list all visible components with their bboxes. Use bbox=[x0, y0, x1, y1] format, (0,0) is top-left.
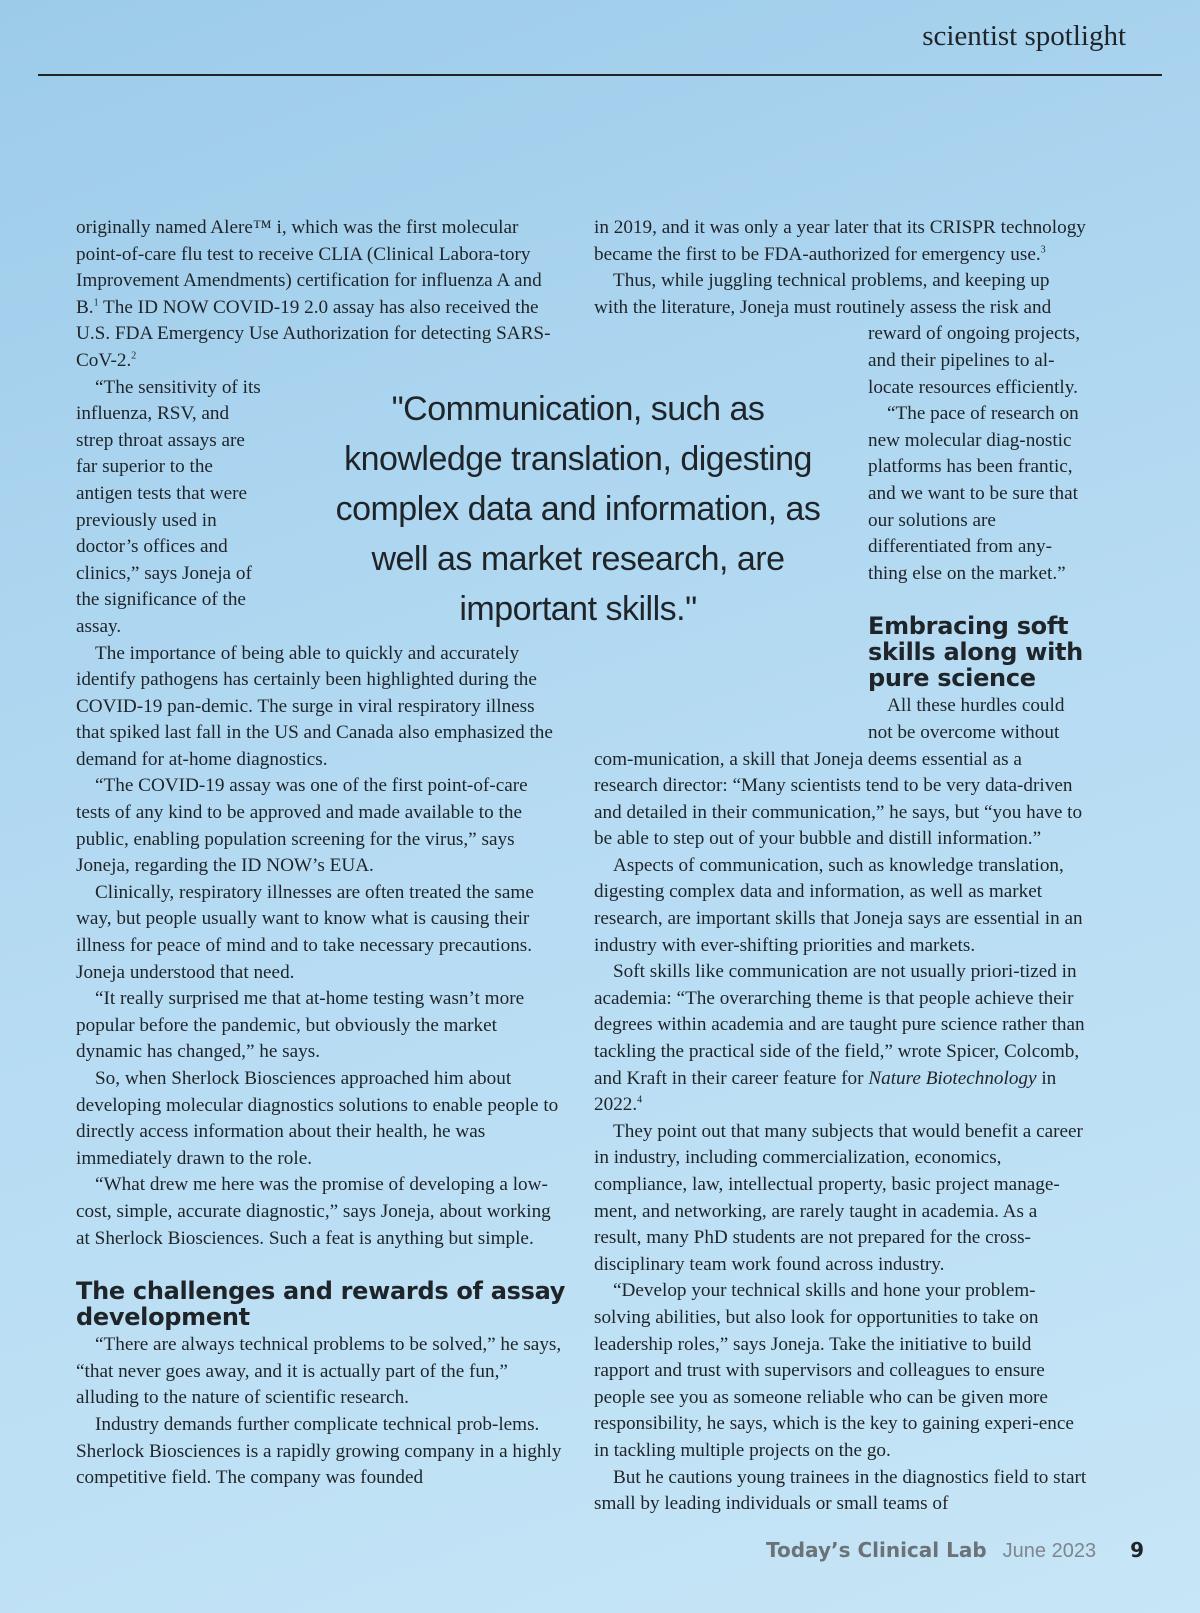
section-label: scientist spotlight bbox=[922, 20, 1126, 52]
publication-name: Today’s Clinical Lab bbox=[766, 1538, 987, 1562]
page-footer bbox=[766, 1538, 1144, 1563]
footnote-ref: 3 bbox=[1040, 244, 1046, 256]
paragraph: Industry demands further complicate technical prob-lems. Sherlock Biosciences is a rapidly growing company in a highly competitive field. The company was founded bbox=[76, 1413, 562, 1489]
paragraph: They point out that many subjects that would benefit a career in industry, including commercialization, economics, compliance, law, intellectual property, basic project manage-ment, and networking, are rarely taught in academia. As a result, many PhD students are not prepared for the cross-disciplinary team work found across industry. bbox=[594, 1120, 1083, 1275]
paragraph: “It really surprised me that at-home testing wasn’t more popular before the pandemic, but obviously the market dynamic has changed,” he says. bbox=[76, 988, 525, 1063]
paragraph: So, when Sherlock Biosciences approached him about developing molecular diagnostics solutions to enable people to directly access information about their health, he was immediately drawn to the role. bbox=[76, 1068, 559, 1169]
footnote-ref: 1 bbox=[93, 297, 99, 309]
paragraph: Clinically, respiratory illnesses are often treated the same way, but people usually want to know what is causing their illness for peace of mind and to take necessary precautions. Joneja understood that need. bbox=[76, 881, 534, 983]
paragraph: Thus, while juggling technical problems, and keeping up with the literature, Joneja must routinely assess the risk and reward of ongoing projects, and their pipelines to al-locate resources efficiently. bbox=[594, 268, 1088, 401]
paragraph: “The pace of research on new molecular diag-nostic platforms has been frantic, and we want to be sure that our solutions are differentiated from any-thing else on the market.” bbox=[868, 403, 1079, 584]
issue-date: June 2023 bbox=[1002, 1540, 1097, 1562]
footnote-ref: 2 bbox=[131, 350, 137, 362]
paragraph: Aspects of communication, such as knowledge translation, digesting complex data and information, as well as market research, are important skills that Joneja says are essential in an industry with ever-shifting priorities and markets. bbox=[594, 854, 1083, 956]
footnote-ref: 4 bbox=[637, 1094, 643, 1106]
page-number: 9 bbox=[1130, 1538, 1144, 1562]
paragraph: Soft skills like communication are not usually priori-tized in academia: “The overarching theme is that people achieve their degrees within academia and are taught pure science rather than tackling the practical side of the field,” wrote Spicer, Colcomb, and Kraft in their career feature for Nature Biotechnology in 2022.$^4$ bbox=[594, 961, 1085, 1116]
pull-quote: "Communication, such as knowledge translation, digesting complex data and information, as well as market research, are important skills." bbox=[335, 390, 821, 628]
paragraph: “There are always technical problems to be solved,” he says, “that never goes away, and it is actually part of the fun,” alluding to the nature of scientific research. bbox=[76, 1334, 562, 1409]
paragraph: All these hurdles could not be overcome without com-munication, a skill that Joneja deems essential as a research director: “Many scientists tend to be very data-driven and detailed in their communication,” he says, but “you have to be able to step out of your bubble and distill information.” bbox=[594, 695, 1083, 850]
paragraph: “The COVID-19 assay was one of the first point-of-care tests of any kind to be approved and made available to the public, enabling population screening for the virus,” says Joneja, regarding the ID NOW’s EUA. bbox=[76, 775, 528, 877]
journal-title: Nature Biotechnology bbox=[868, 1067, 1037, 1089]
paragraph: But he cautions young trainees in the diagnostics field to start small by leading individuals or small teams of bbox=[594, 1466, 1087, 1515]
paragraph: “The sensitivity of its influenza, RSV, and strep throat assays are far superior to the antigen tests that were previously used in doctor’s offices and clinics,” says Joneja of the significance of the assay. bbox=[76, 376, 261, 637]
paragraph: originally named Alere™ i, which was the first molecular point-of-care flu test to receive CLIA (Clinical Labora-tory Improvement Amendments) certification for influenza A and B.$^1$ The ID NOW COVID-19 2.0 assay has also received the U.S. FDA Emergency Use Authorization for detecting SARS-CoV-2.$^2$ bbox=[76, 217, 551, 371]
paragraph: The importance of being able to quickly and accurately identify pathogens has certainly been highlighted during the COVID-19 pan-demic. The surge in viral respiratory illness that spiked last fall in the US and Canada also emphasized the demand for at-home diagnostics. bbox=[76, 642, 553, 770]
section-heading: The challenges and rewards of assay development bbox=[76, 1277, 566, 1332]
section-heading: Embracing soft skills along with pure science bbox=[868, 612, 1083, 693]
header-divider bbox=[38, 74, 1162, 76]
paragraph: “Develop your technical skills and hone your problem-solving abilities, but also look for opportunities to take on leadership roles,” says Joneja. Take the initiative to build rapport and trust with supervisors and colleagues to ensure people see you as someone reliable who can be given more responsibility, he says, which is the key to gaining experi-ence in tackling multiple projects on the go. bbox=[594, 1280, 1074, 1461]
paragraph: “What drew me here was the promise of developing a low-cost, simple, accurate diagnostic,” says Joneja, about working at Sherlock Biosciences. Such a feat is anything but simple. bbox=[76, 1174, 551, 1249]
paragraph: in 2019, and it was only a year later that its CRISPR technology became the first to be FDA-authorized for emergency use.$^3$ bbox=[594, 217, 1086, 265]
